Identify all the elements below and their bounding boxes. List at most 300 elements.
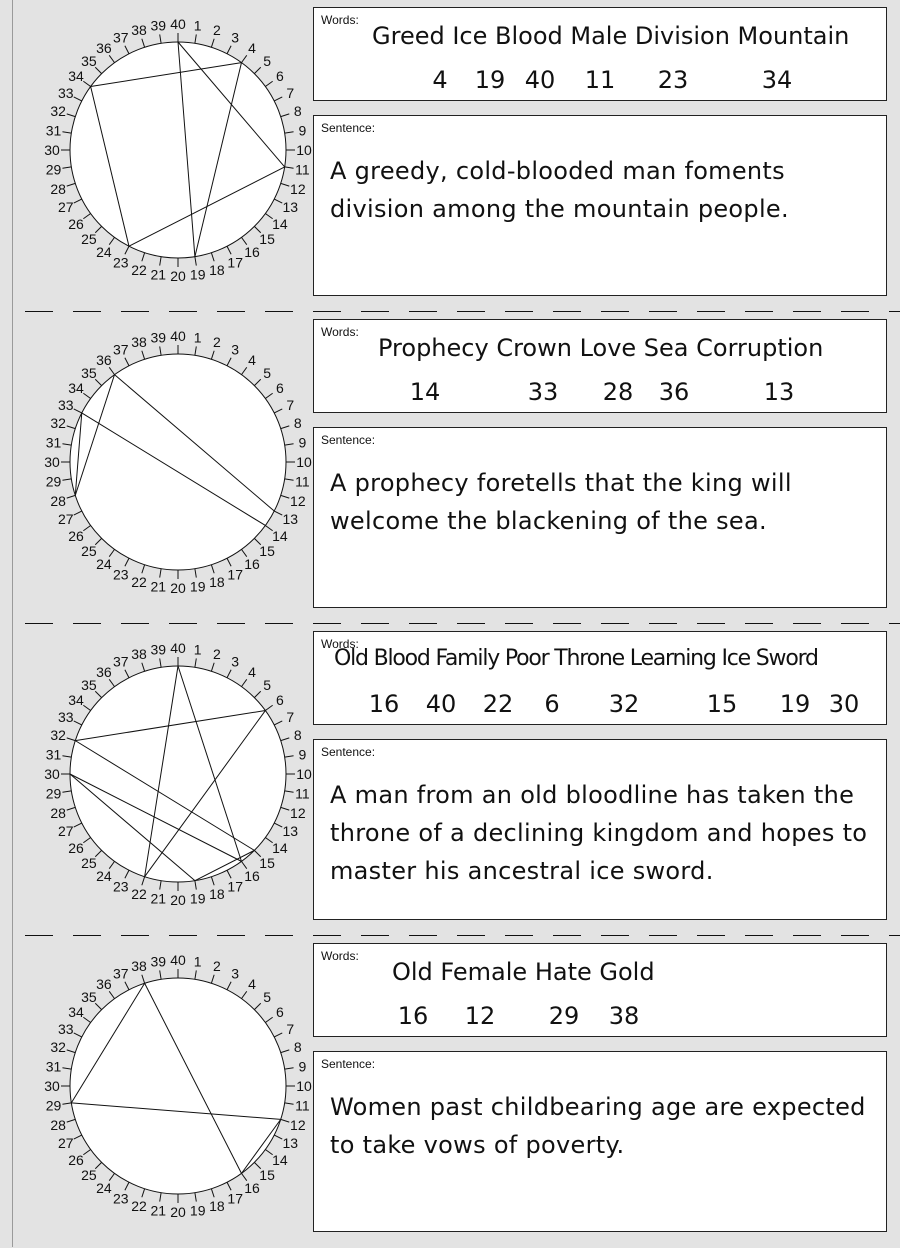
wheel-number-label: 2 — [213, 958, 221, 975]
wheel-tick — [74, 721, 82, 725]
wheel-number-label: 15 — [259, 543, 275, 560]
wheel-tick — [109, 679, 114, 686]
wheel-tick — [211, 253, 214, 262]
wheel-tick — [195, 257, 196, 266]
wheel-tick — [62, 167, 71, 168]
wheel-tick — [254, 1003, 260, 1009]
wheel-number-label: 11 — [295, 1097, 310, 1114]
wheel-tick — [211, 975, 214, 984]
wheel-tick — [281, 807, 290, 810]
wheel-number-label: 5 — [263, 676, 271, 693]
wheel-tick — [281, 738, 290, 741]
wheel-tick — [227, 358, 231, 366]
wheel-number-label: 20 — [170, 268, 186, 284]
wheel-number-label: 36 — [96, 664, 112, 681]
wheel-number-label: 21 — [150, 578, 167, 595]
wheel-tick — [125, 46, 129, 54]
word-number: 30 — [828, 690, 860, 718]
wheel-number-label: 21 — [150, 1202, 167, 1219]
wheel-tick — [274, 199, 282, 203]
wheel-tick — [142, 253, 145, 262]
wheel-tick — [74, 823, 82, 827]
wheel-number-label: 26 — [68, 1152, 84, 1169]
wheel-number-label: 40 — [170, 328, 186, 344]
wheel-number-label: 37 — [113, 341, 129, 358]
sentence-text: A man from an old bloodline has taken the throne of a declining kingdom and hopes to master his ancestral ice sword. — [330, 781, 868, 885]
wheel-number-label: 8 — [293, 1039, 302, 1056]
wheel-number-label: 28 — [50, 1116, 66, 1133]
words-text: Old Female Hate Gold — [392, 958, 655, 986]
wheel-number-label: 11 — [295, 785, 310, 802]
wheel-number-label: 23 — [113, 1190, 129, 1207]
wheel-number-label: 1 — [193, 329, 202, 346]
wheel-number-label: 2 — [213, 334, 221, 351]
wheel-tick — [227, 670, 231, 678]
wheel-number-label: 40 — [170, 640, 186, 656]
sentence-label: Sentence: — [321, 1057, 376, 1071]
word-number: 36 — [658, 378, 690, 406]
wheel-number-label: 12 — [290, 180, 306, 197]
wheel-number-label: 16 — [244, 1179, 260, 1196]
wheel-number-label: 4 — [248, 664, 256, 681]
wheel-number-label: 4 — [248, 352, 256, 369]
wheel-number-label: 34 — [68, 691, 84, 708]
word-number: 22 — [482, 690, 514, 718]
entry-section-1 — [13, 0, 900, 312]
wheel-number-label: 6 — [276, 1003, 284, 1020]
wheel-number-label: 9 — [298, 1058, 307, 1075]
word-numbers — [314, 690, 886, 720]
wheel-number-label: 38 — [131, 22, 147, 39]
number-wheel — [13, 936, 313, 1236]
wheel-tick — [125, 870, 129, 878]
wheel-number-label: 35 — [81, 988, 97, 1005]
wheel-number-label: 24 — [96, 555, 112, 572]
wheel-number-label: 5 — [263, 988, 271, 1005]
wheel-tick — [281, 495, 290, 498]
sentence-label: Sentence: — [321, 745, 376, 759]
wheel-tick — [211, 565, 214, 574]
wheel-tick — [142, 975, 145, 984]
wheel-number-label: 10 — [296, 142, 312, 158]
wheel-number-label: 36 — [96, 352, 112, 369]
word-number: 34 — [761, 66, 793, 94]
wheel-number-label: 11 — [295, 473, 310, 490]
wheel-number-label: 18 — [209, 885, 225, 902]
wheel-number-label: 17 — [227, 254, 243, 271]
wheel-tick — [195, 970, 196, 979]
word-number: 12 — [464, 1002, 496, 1030]
wheel-number-label: 5 — [263, 52, 271, 69]
wheel-number-label: 39 — [150, 641, 167, 658]
wheel-tick — [142, 1189, 145, 1198]
wheel-number-label: 16 — [244, 555, 260, 572]
sentence-text: A greedy, cold-blooded man foments division among the mountain people. — [330, 157, 789, 223]
wheel-tick — [211, 351, 214, 360]
wheel-number-label: 12 — [290, 492, 306, 509]
wheel-tick — [227, 46, 231, 54]
wheel-tick — [142, 663, 145, 672]
wheel-tick — [195, 1193, 196, 1202]
wheel-number-label: 30 — [44, 766, 60, 782]
wheel-number-label: 4 — [248, 976, 256, 993]
wheel-number-label: 13 — [282, 1135, 299, 1152]
wheel-tick — [274, 97, 282, 101]
wheel-number-label: 13 — [282, 511, 299, 528]
wheel-tick — [285, 1068, 294, 1069]
number-wheel — [13, 624, 313, 924]
wheel-number-label: 37 — [113, 29, 129, 46]
wheel-number-label: 16 — [244, 243, 260, 260]
words-label: Words: — [321, 13, 359, 27]
wheel-number-label: 27 — [57, 823, 74, 840]
word-number: 23 — [657, 66, 689, 94]
wheel-tick — [83, 81, 90, 86]
wheel-number-label: 25 — [81, 231, 97, 248]
wheel-number-label: 20 — [170, 892, 186, 908]
wheel-tick — [227, 1182, 231, 1190]
wheel-number-label: 33 — [57, 708, 74, 725]
wheel-number-label: 27 — [57, 1135, 74, 1152]
worksheet-page — [12, 0, 900, 1247]
wheel-number-label: 33 — [57, 1020, 74, 1037]
wheel-tick — [160, 658, 161, 667]
wheel-tick — [274, 511, 282, 515]
wheel-number-label: 9 — [298, 122, 307, 139]
wheel-number-label: 26 — [68, 528, 84, 545]
wheel-number-label: 22 — [131, 261, 147, 278]
wheel-tick — [241, 679, 246, 686]
wheel-number-label: 1 — [193, 641, 202, 658]
words-box — [313, 7, 887, 101]
words-label: Words: — [321, 325, 359, 339]
wheel-number-label: 14 — [272, 1152, 288, 1169]
wheel-number-label: 25 — [81, 1167, 97, 1184]
wheel-number-label: 22 — [131, 1197, 147, 1214]
wheel-tick — [67, 183, 76, 186]
word-number: 38 — [608, 1002, 640, 1030]
wheel-number-label: 29 — [45, 785, 62, 802]
wheel-tick — [285, 791, 294, 792]
words-box — [313, 943, 887, 1037]
sentence-text: A prophecy foretells that the king will welcome the blackening of the sea. — [330, 469, 792, 535]
wheel-number-label: 13 — [282, 823, 299, 840]
wheel-number-label: 24 — [96, 867, 112, 884]
word-number: 16 — [368, 690, 400, 718]
wheel-number-label: 29 — [45, 1097, 62, 1114]
wheel-number-label: 12 — [290, 804, 306, 821]
wheel-number-label: 3 — [231, 29, 240, 46]
sentence-text: Women past childbearing age are expected to take vows of poverty. — [330, 1093, 866, 1159]
wheel-number-label: 9 — [298, 434, 307, 451]
wheel-number-label: 9 — [298, 746, 307, 763]
wheel-number-label: 24 — [96, 243, 112, 260]
wheel-tick — [67, 426, 76, 429]
wheel-number-label: 13 — [282, 199, 299, 216]
wheel-tick — [265, 705, 272, 710]
wheel-tick — [211, 663, 214, 672]
wheel-tick — [74, 199, 82, 203]
wheel-number-label: 15 — [259, 855, 275, 872]
wheel-number-label: 30 — [44, 142, 60, 158]
wheel-number-label: 15 — [259, 231, 275, 248]
wheel-number-label: 15 — [259, 1167, 275, 1184]
entry-section-4 — [13, 936, 900, 1248]
wheel-number-label: 23 — [113, 566, 129, 583]
wheel-number-label: 32 — [50, 415, 66, 432]
wheel-number-label: 7 — [286, 1020, 295, 1037]
wheel-tick — [195, 881, 196, 890]
word-number: 16 — [397, 1002, 429, 1030]
wheel-tick — [227, 246, 231, 254]
wheel-number-label: 10 — [296, 766, 312, 782]
wheel-number-label: 36 — [96, 976, 112, 993]
wheel-tick — [125, 982, 129, 990]
wheel-number-label: 19 — [189, 890, 206, 907]
wheel-tick — [274, 1135, 282, 1139]
wheel-number-label: 1 — [193, 953, 202, 970]
wheel-number-label: 25 — [81, 855, 97, 872]
wheel-number-label: 6 — [276, 67, 284, 84]
wheel-tick — [83, 837, 90, 842]
sentence-box — [313, 115, 887, 296]
wheel-number-label: 19 — [189, 1202, 206, 1219]
wheel-tick — [160, 257, 161, 266]
wheel-number-label: 39 — [150, 17, 167, 34]
wheel-number-label: 24 — [96, 1179, 112, 1196]
wheel-tick — [195, 346, 196, 355]
word-number: 29 — [548, 1002, 580, 1030]
words-box — [313, 631, 887, 725]
wheel-number-label: 37 — [113, 653, 129, 670]
wheel-number-label: 32 — [50, 103, 66, 120]
wheel-number-label: 12 — [290, 1116, 306, 1133]
wheel-number-label: 23 — [113, 878, 129, 895]
section-divider — [13, 611, 900, 625]
wheel-number-label: 17 — [227, 1190, 243, 1207]
wheel-tick — [67, 738, 76, 741]
wheel-tick — [195, 569, 196, 578]
wheel-tick — [195, 34, 196, 43]
words-text: Old Blood Family Poor Throne Learning Ice Sword — [334, 646, 818, 671]
wheel-tick — [254, 379, 260, 385]
wheel-number-label: 8 — [293, 415, 302, 432]
wheel-number-label: 6 — [276, 691, 284, 708]
wheel-number-label: 29 — [45, 161, 62, 178]
wheel-number-label: 22 — [131, 573, 147, 590]
wheel-tick — [109, 991, 114, 998]
wheel-number-label: 34 — [68, 1003, 84, 1020]
wheel-number-label: 30 — [44, 454, 60, 470]
wheel-number-label: 40 — [170, 952, 186, 968]
wheel-tick — [83, 213, 90, 218]
wheel-tick — [62, 756, 71, 757]
wheel-circle — [70, 42, 286, 258]
wheel-tick — [274, 721, 282, 725]
wheel-tick — [274, 409, 282, 413]
wheel-tick — [281, 114, 290, 117]
wheel-number-label: 8 — [293, 727, 302, 744]
wheel-number-label: 31 — [45, 434, 62, 451]
wheel-number-label: 40 — [170, 16, 186, 32]
wheel-tick — [285, 479, 294, 480]
wheel-tick — [62, 444, 71, 445]
wheel-tick — [62, 479, 71, 480]
wheel-tick — [281, 1050, 290, 1053]
wheel-number-label: 21 — [150, 890, 167, 907]
wheel-number-label: 10 — [296, 1078, 312, 1094]
wheel-tick — [160, 346, 161, 355]
wheel-tick — [211, 1189, 214, 1198]
word-number: 14 — [409, 378, 441, 406]
words-text: Prophecy Crown Love Sea Corruption — [378, 334, 824, 362]
sentence-label: Sentence: — [321, 121, 376, 135]
wheel-tick — [83, 525, 90, 530]
wheel-number-label: 4 — [248, 40, 256, 57]
wheel-number-label: 33 — [57, 84, 74, 101]
wheel-number-label: 6 — [276, 379, 284, 396]
wheel-tick — [125, 558, 129, 566]
wheel-tick — [274, 1033, 282, 1037]
wheel-number-label: 19 — [189, 578, 206, 595]
wheel-number-label: 28 — [50, 492, 66, 509]
wheel-number-label: 1 — [193, 17, 202, 34]
wheel-number-label: 32 — [50, 1039, 66, 1056]
entry-section-2 — [13, 312, 900, 624]
word-numbers — [314, 378, 886, 408]
wheel-tick — [142, 39, 145, 48]
wheel-tick — [281, 183, 290, 186]
wheel-tick — [265, 393, 272, 398]
word-number: 19 — [779, 690, 811, 718]
wheel-number-label: 38 — [131, 334, 147, 351]
wheel-tick — [62, 1068, 71, 1069]
wheel-tick — [125, 670, 129, 678]
wheel-tick — [227, 870, 231, 878]
wheel-number-label: 35 — [81, 52, 97, 69]
words-label: Words: — [321, 637, 359, 651]
wheel-tick — [62, 791, 71, 792]
wheel-tick — [62, 132, 71, 133]
wheel-number-label: 38 — [131, 646, 147, 663]
wheel-number-label: 35 — [81, 364, 97, 381]
wheel-tick — [160, 970, 161, 979]
wheel-number-label: 18 — [209, 1197, 225, 1214]
wheel-number-label: 34 — [68, 67, 84, 84]
wheel-number-label: 8 — [293, 103, 302, 120]
word-number: 11 — [584, 66, 616, 94]
wheel-tick — [125, 246, 129, 254]
word-number: 32 — [608, 690, 640, 718]
wheel-number-label: 3 — [231, 653, 240, 670]
wheel-tick — [285, 756, 294, 757]
wheel-tick — [109, 367, 114, 374]
word-number: 40 — [524, 66, 556, 94]
wheel-number-label: 7 — [286, 84, 295, 101]
wheel-tick — [67, 1119, 76, 1122]
wheel-number-label: 39 — [150, 953, 167, 970]
wheel-tick — [281, 1119, 290, 1122]
wheel-tick — [125, 1182, 129, 1190]
wheel-number-label: 2 — [213, 646, 221, 663]
wheel-number-label: 17 — [227, 566, 243, 583]
wheel-number-label: 14 — [272, 216, 288, 233]
wheel-number-label: 32 — [50, 727, 66, 744]
wheel-tick — [142, 351, 145, 360]
wheel-number-label: 39 — [150, 329, 167, 346]
wheel-number-label: 16 — [244, 867, 260, 884]
wheel-tick — [281, 426, 290, 429]
wheel-tick — [125, 358, 129, 366]
wheel-number-label: 21 — [150, 266, 167, 283]
section-divider — [13, 299, 900, 313]
wheel-tick — [160, 881, 161, 890]
sentence-box — [313, 427, 887, 608]
wheel-number-label: 25 — [81, 543, 97, 560]
word-number: 19 — [474, 66, 506, 94]
wheel-tick — [241, 367, 246, 374]
wheel-tick — [83, 393, 90, 398]
wheel-tick — [285, 167, 294, 168]
wheel-number-label: 18 — [209, 261, 225, 278]
wheel-number-label: 36 — [96, 40, 112, 57]
wheel-tick — [211, 877, 214, 886]
word-number: 15 — [706, 690, 738, 718]
wheel-tick — [62, 1103, 71, 1104]
wheel-number-label: 23 — [113, 254, 129, 271]
wheel-tick — [74, 97, 82, 101]
wheel-number-label: 11 — [295, 161, 310, 178]
wheel-tick — [109, 55, 114, 62]
wheel-number-label: 37 — [113, 965, 129, 982]
wheel-tick — [211, 39, 214, 48]
wheel-tick — [160, 34, 161, 43]
word-number: 4 — [432, 66, 448, 94]
wheel-number-label: 31 — [45, 122, 62, 139]
section-divider — [13, 923, 900, 937]
wheel-number-label: 18 — [209, 573, 225, 590]
word-numbers — [314, 66, 886, 96]
wheel-number-label: 7 — [286, 396, 295, 413]
wheel-number-label: 5 — [263, 364, 271, 381]
wheel-number-label: 3 — [231, 341, 240, 358]
wheel-tick — [254, 691, 260, 697]
wheel-tick — [83, 705, 90, 710]
wheel-tick — [83, 1149, 90, 1154]
wheel-number-label: 30 — [44, 1078, 60, 1094]
wheel-tick — [74, 1135, 82, 1139]
wheel-tick — [285, 1103, 294, 1104]
word-number: 40 — [425, 690, 457, 718]
wheel-tick — [274, 823, 282, 827]
wheel-tick — [142, 565, 145, 574]
number-wheel — [13, 0, 313, 300]
wheel-number-label: 38 — [131, 958, 147, 975]
wheel-tick — [241, 55, 246, 62]
wheel-number-label: 17 — [227, 878, 243, 895]
wheel-number-label: 31 — [45, 746, 62, 763]
sentence-box — [313, 739, 887, 920]
wheel-tick — [67, 1050, 76, 1053]
words-text: Greed Ice Blood Male Division Mountain — [372, 22, 850, 50]
word-number: 28 — [602, 378, 634, 406]
wheel-number-label: 26 — [68, 216, 84, 233]
entry-section-3 — [13, 624, 900, 936]
words-box — [313, 319, 887, 413]
wheel-number-label: 14 — [272, 840, 288, 857]
wheel-number-label: 2 — [213, 22, 221, 39]
word-number: 33 — [527, 378, 559, 406]
